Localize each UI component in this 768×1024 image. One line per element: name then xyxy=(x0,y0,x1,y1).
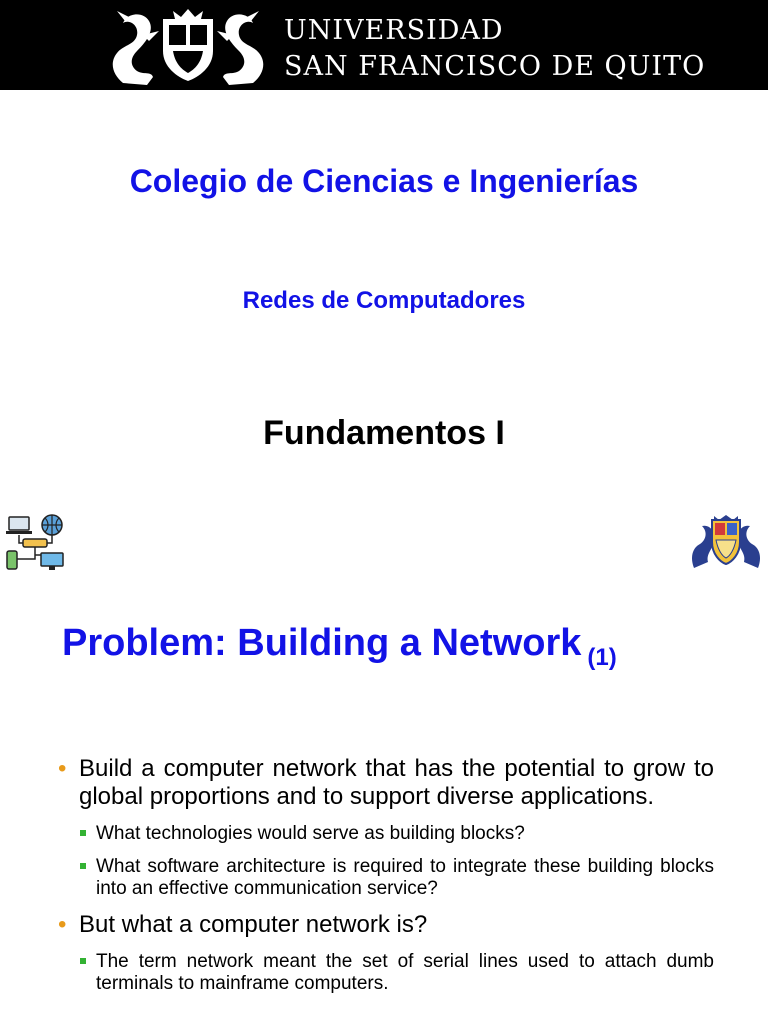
network-devices-icon xyxy=(5,513,65,573)
sub-bullet-item xyxy=(79,951,714,995)
bullet-dot-icon: • xyxy=(58,755,67,782)
square-bullet-icon xyxy=(80,863,86,869)
course-title: Redes de Computadores xyxy=(242,287,526,314)
university-name-line1: UNIVERSIDAD xyxy=(284,15,504,46)
sub-bullet-item xyxy=(79,823,714,845)
bullet-dot-icon: • xyxy=(58,911,67,938)
bullet-text: But what a computer network is? xyxy=(79,911,428,938)
sub-bullet-text: What technologies would serve as building blocks? xyxy=(96,823,525,844)
bullet-item xyxy=(58,755,714,811)
university-name-line2: SAN FRANCISCO DE QUITO xyxy=(284,51,706,82)
slide-title-subscript: (1) xyxy=(587,644,617,671)
lecture-title: Fundamentos I xyxy=(263,414,505,452)
university-crest-icon xyxy=(688,514,764,572)
sub-bullet-text: The term network meant the set of serial lines used to attach dumb terminals to mainframe computers. xyxy=(96,951,714,994)
dragons-crest-icon xyxy=(103,5,273,87)
college-title: Colegio de Ciencias e Ingenierías xyxy=(129,163,639,199)
sub-bullet-text: What software architecture is required to integrate these building blocks into an effective communication service? xyxy=(96,856,714,899)
bullet-item xyxy=(58,911,714,939)
slide-title-text: Problem: Building a Network xyxy=(62,622,582,664)
slide-title xyxy=(62,622,617,672)
bullet-list xyxy=(58,755,714,1006)
square-bullet-icon xyxy=(80,958,86,964)
sub-bullet-item xyxy=(79,856,714,900)
bullet-text: Build a computer network that has the potential to grow to global proportions and to support diverse applications. xyxy=(79,755,714,810)
university-banner xyxy=(0,0,768,90)
square-bullet-icon xyxy=(80,830,86,836)
